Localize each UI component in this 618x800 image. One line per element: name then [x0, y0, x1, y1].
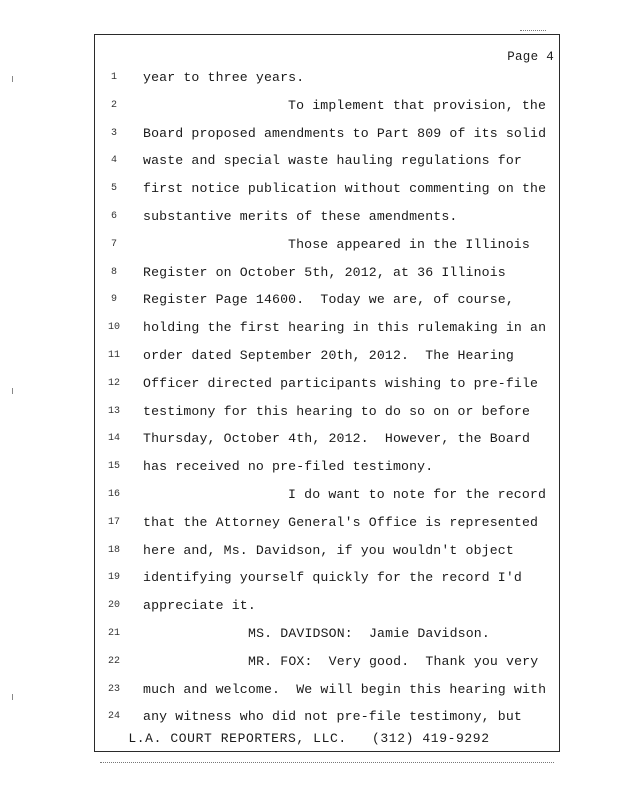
line-number: 4: [110, 155, 117, 167]
page-bottom-rule: [94, 751, 560, 752]
line-text: substantive merits of these amendments.: [143, 209, 458, 224]
transcript-line: [0, 124, 618, 144]
line-text: any witness who did not pre-file testimony, but: [143, 709, 522, 725]
transcript-line: [0, 402, 618, 422]
transcript-line: [0, 374, 618, 394]
line-text: much and welcome. We will begin this hearing with: [143, 681, 547, 697]
line-text: first notice publication without commenting on the: [143, 181, 547, 197]
line-text: I do want to note for the record: [288, 487, 547, 502]
transcript-line: [0, 290, 618, 310]
line-number: 20: [107, 600, 120, 612]
line-text: Register Page 14600. Today we are, of course,: [143, 292, 514, 308]
line-text: Board proposed amendments to Part 809 of its solid: [143, 125, 547, 141]
line-text: Officer directed participants wishing to pre-file: [143, 375, 539, 391]
transcript-line: [0, 179, 618, 199]
transcript-line: [0, 68, 618, 88]
transcript-line: [0, 346, 618, 366]
line-number: 13: [107, 405, 120, 417]
transcript-line: [0, 568, 618, 588]
line-text: MR. FOX: Very good. Thank you very: [248, 653, 539, 669]
line-text: Register on October 5th, 2012, at 36 Illinois: [143, 264, 506, 280]
court-reporter-footer: L.A. COURT REPORTERS, LLC. (312) 419-9292: [128, 731, 490, 746]
transcript-line: [0, 318, 618, 338]
line-number: 17: [107, 516, 120, 528]
page-number: Page 4: [507, 50, 554, 64]
line-number: 23: [107, 683, 120, 695]
transcript-line: [0, 207, 618, 227]
line-text: year to three years.: [143, 70, 305, 85]
transcript-line: [0, 151, 618, 171]
transcript-line: [0, 485, 618, 505]
line-number: 9: [110, 294, 117, 306]
line-text: holding the first hearing in this rulemaking in an: [143, 320, 547, 336]
line-number: 14: [107, 433, 120, 445]
line-text: waste and special waste hauling regulations for: [143, 153, 522, 169]
line-number: 5: [110, 183, 117, 195]
transcript-line: [0, 596, 618, 616]
line-number: 3: [110, 127, 117, 139]
line-text: testimony for this hearing to do so on or before: [143, 403, 531, 419]
transcript-line: [0, 624, 618, 644]
line-number: 6: [110, 211, 117, 222]
line-text: To implement that provision, the: [288, 97, 547, 113]
transcript-line: [0, 96, 618, 116]
line-number: 24: [107, 711, 120, 723]
line-number: 1: [110, 72, 117, 83]
transcript-line: [0, 429, 618, 449]
line-text: order dated September 20th, 2012. The Hearing: [143, 348, 514, 363]
line-text: that the Attorney General's Office is represented: [143, 514, 539, 530]
line-number: 2: [110, 99, 117, 111]
line-number: 10: [107, 322, 120, 334]
line-text: MS. DAVIDSON: Jamie Davidson.: [248, 626, 490, 641]
line-number: 16: [107, 489, 120, 500]
line-number: 8: [110, 266, 117, 278]
line-number: 21: [107, 628, 120, 639]
transcript-line: [0, 235, 618, 255]
transcript-line: [0, 513, 618, 533]
line-number: 7: [110, 238, 117, 250]
line-number: 19: [107, 572, 120, 584]
line-number: 15: [107, 461, 120, 473]
transcript-line: [0, 707, 618, 727]
line-text: Those appeared in the Illinois: [288, 236, 530, 252]
line-number: 12: [107, 377, 120, 389]
transcript-line: [0, 541, 618, 561]
transcript-line: [0, 680, 618, 700]
transcript-line: [0, 457, 618, 477]
line-text: identifying yourself quickly for the record I'd: [143, 570, 522, 586]
transcript-line: [0, 652, 618, 672]
line-text: Thursday, October 4th, 2012. However, the Board: [143, 431, 531, 447]
transcript-line: [0, 263, 618, 283]
line-number: 11: [107, 350, 120, 361]
line-number: 22: [107, 655, 120, 667]
line-text: has received no pre-filed testimony.: [143, 459, 434, 475]
line-text: here and, Ms. Davidson, if you wouldn't object: [143, 542, 514, 558]
scan-artifact-top: [520, 30, 546, 31]
line-number: 18: [107, 544, 120, 556]
line-text: appreciate it.: [143, 598, 256, 614]
scan-artifact-bottom: [100, 762, 554, 763]
